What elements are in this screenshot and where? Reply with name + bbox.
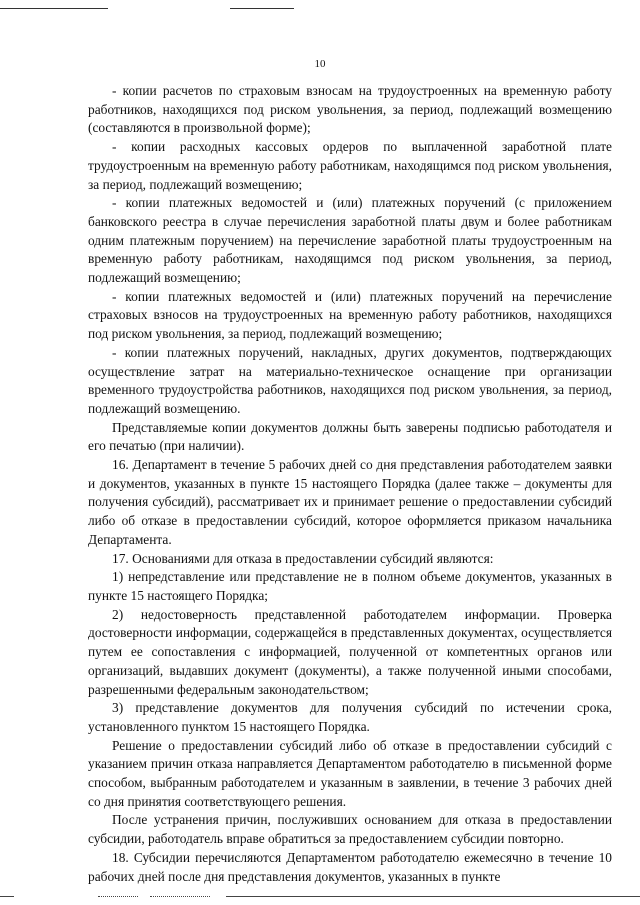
top-rule-left: [0, 8, 108, 9]
paragraph-section-18: 18. Субсидии перечисляются Департаментом работодателю ежемесячно в течение 10 рабочих дней после дня представления документов, указанных в пункте: [88, 849, 612, 884]
paragraph-cash-orders: - копии расходных кассовых ордеров по выплаченной заработной плате трудоустроенным на временную работу работникам, находящимся под риском увольнения, за период, подлежащий возмещению;: [88, 139, 612, 192]
paragraph-insurance-payments: - копии платежных ведомостей и (или) платежных поручений на перечисление страховых взносов на трудоустроенных на временную работу работников, находящихся под риском увольнения, за период, подлежащий возмещению;: [88, 288, 612, 342]
paragraph-certification: Представляемые копии документов должны быть заверены подписью работодателя и его печатью (при наличии).: [88, 419, 612, 454]
page-number: 10: [314, 58, 326, 70]
bottom-scan-fragment: [150, 896, 210, 897]
top-rule-right: [230, 8, 294, 9]
paragraph-refusal-1: 1) непредставление или представление не в полном объеме документов, указанных в пункте 15 настоящего Порядка;: [88, 569, 612, 603]
paragraph-refusal-3: 3) представление документов для получения субсидий по истечении срока, установленного пунктом 15 настоящего Порядка.: [88, 700, 612, 734]
bottom-scan-fragment: [98, 896, 138, 897]
paragraph-section-16: 16. Департамент в течение 5 рабочих дней со дня представления работодателем заявки и документов, указанных в пункте 15 настоящего Порядка (далее также – документы для получения субсидий), рассматривает их и принимает решение о предоставлении субсидий либо об отказе в предоставлении субсидий, которое оформляется приказом начальника Департамента.: [88, 457, 612, 547]
paragraph-reapply: После устранения причин, послуживших основанием для отказа в предоставлении субсидии, работодатель вправе обратиться за предоставлением субсидии повторно.: [88, 812, 612, 847]
bottom-scan-fragment: [0, 896, 14, 897]
paragraph-calc-copies: - копии расчетов по страховым взносам на трудоустроенных на временную работу работников, находящихся под риском увольнения, за период, подлежащий возмещению (составляются в произвольной форме);: [88, 83, 612, 136]
bottom-rule: [226, 896, 640, 897]
paragraph-section-17: 17. Основаниями для отказа в предоставлении субсидий являются:: [112, 550, 494, 566]
paragraph-decision-notice: Решение о предоставлении субсидий либо об отказе в предоставлении субсидий с указанием причин отказа направляется Департаментом работодателю в письменной форме способом, выбранным работодателем и указанным в заявлении, в течение 3 рабочих дней со дня принятия соответствующего решения.: [88, 737, 612, 809]
paragraph-payroll-statements: - копии платежных ведомостей и (или) платежных поручений (с приложением банковского реестра в случае перечисления заработной платы двум и более работникам одним платежным поручением) на перечисление заработной платы трудоустроенным на временную работу работникам, находящимся под риском увольнения, за период, подлежащий возмещению;: [88, 195, 612, 286]
document-body: [88, 82, 612, 886]
paragraph-refusal-2: 2) недостоверность представленной работодателем информации. Проверка достоверности информации, содержащейся в представленных документах, осуществляется путем ее сопоставления с информацией, полученной от компетентных органов или организаций, выдавших документ (документы), а также полученной иными способами, разрешенными федеральным законодательством;: [88, 606, 612, 697]
paragraph-expense-documents: - копии платежных поручений, накладных, других документов, подтверждающих осуществление затрат на материально-техническое оснащение при организации временного трудоустройства работников, находящихся под риском увольнения, за период, подлежащий возмещению.: [88, 344, 612, 416]
